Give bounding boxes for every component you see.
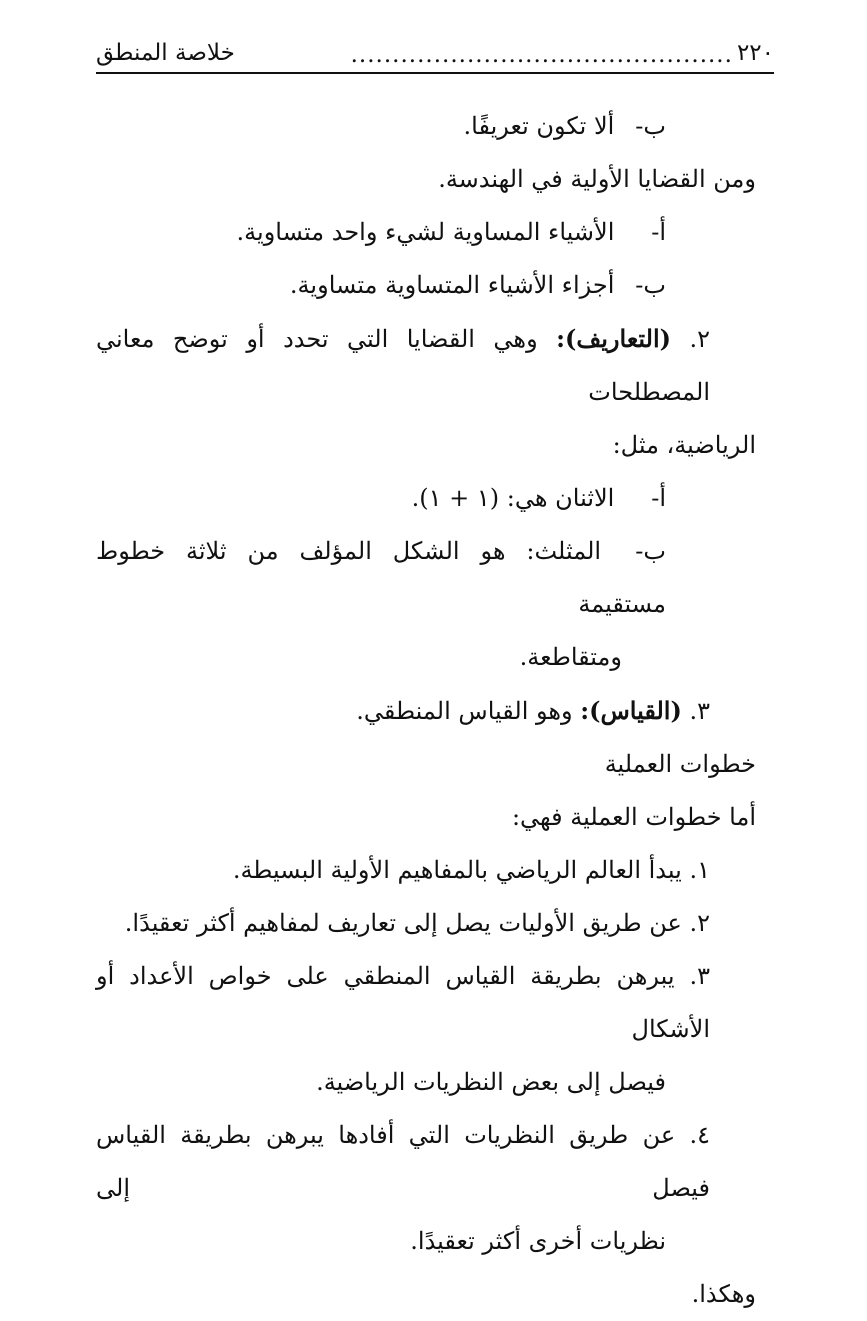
- item-marker: ب-: [635, 271, 666, 299]
- item-number: ٤.: [689, 1121, 710, 1149]
- list-item: [96, 206, 756, 259]
- list-item: [96, 525, 756, 631]
- paragraph-text: ومن القضايا الأولية في الهندسة.: [438, 165, 756, 193]
- book-title: خلاصة المنطق: [96, 40, 235, 66]
- page-body: [96, 100, 756, 1321]
- section-heading: [96, 738, 756, 791]
- paragraph-text: الرياضية، مثل:: [612, 431, 756, 459]
- item-number: ٣.: [689, 697, 710, 725]
- numbered-item: [96, 897, 756, 950]
- numbered-item: [96, 844, 756, 897]
- item-text: أجزاء الأشياء المتساوية متساوية.: [289, 271, 615, 299]
- paragraph-line: [96, 1268, 756, 1321]
- numbered-item: [96, 950, 756, 1056]
- item-text: ومتقاطعة.: [519, 643, 622, 671]
- item-text: المثلث: هو الشكل المؤلف من ثلاثة خطوط مستقيمة: [96, 537, 666, 618]
- list-item: [96, 259, 756, 312]
- item-text: نظريات أخرى أكثر تعقيدًا.: [410, 1227, 666, 1255]
- item-term: (التعاريف):: [556, 324, 671, 353]
- paragraph-text: وهكذا.: [691, 1280, 756, 1308]
- paragraph-line: [96, 419, 756, 472]
- list-item: [96, 472, 756, 525]
- item-term: (القياس):: [580, 696, 682, 725]
- item-text: يبرهن بطريقة القياس المنطقي على خواص الأعداد أو الأشكال: [96, 962, 710, 1043]
- continuation-line: [96, 1215, 756, 1268]
- header-leader-dots: ..............................................: [350, 42, 733, 68]
- item-marker: أ-: [651, 218, 666, 246]
- item-number: ١.: [689, 856, 710, 884]
- item-text: وهي القضايا التي تحدد أو توضح معاني المصطلحات: [96, 325, 710, 406]
- list-item: [96, 100, 756, 153]
- item-number: ٢.: [689, 325, 710, 353]
- page-number: ٢٢٠: [736, 40, 774, 66]
- item-number: ٢.: [689, 909, 710, 937]
- page-header: [96, 38, 774, 74]
- item-text: الاثنان هي: (١ + ١).: [411, 484, 615, 512]
- item-text: وهو القياس المنطقي.: [356, 697, 573, 725]
- item-text: عن طريق الأوليات يصل إلى تعاريف لمفاهيم أكثر تعقيدًا.: [124, 909, 682, 937]
- item-text: فيصل إلى بعض النظريات الرياضية.: [316, 1068, 666, 1096]
- numbered-item: [96, 1109, 756, 1215]
- numbered-item: [96, 312, 756, 419]
- numbered-item: [96, 684, 756, 738]
- item-number: ٣.: [689, 962, 710, 990]
- heading-text: خطوات العملية: [604, 750, 756, 778]
- paragraph-line: [96, 791, 756, 844]
- continuation-line: [96, 1056, 756, 1109]
- item-text: ألا تكون تعريفًا.: [463, 112, 615, 140]
- item-marker: ب-: [635, 537, 666, 565]
- item-marker: ب-: [635, 112, 666, 140]
- item-marker: أ-: [651, 484, 666, 512]
- item-text: يبدأ العالم الرياضي بالمفاهيم الأولية البسيطة.: [232, 856, 682, 884]
- continuation-line: [96, 631, 756, 684]
- item-text: الأشياء المساوية لشيء واحد متساوية.: [236, 218, 615, 246]
- paragraph-line: [96, 153, 756, 206]
- item-text: عن طريق النظريات التي أفادها يبرهن بطريقة القياس فيصل إلى: [96, 1121, 710, 1202]
- paragraph-text: أما خطوات العملية فهي:: [511, 803, 756, 831]
